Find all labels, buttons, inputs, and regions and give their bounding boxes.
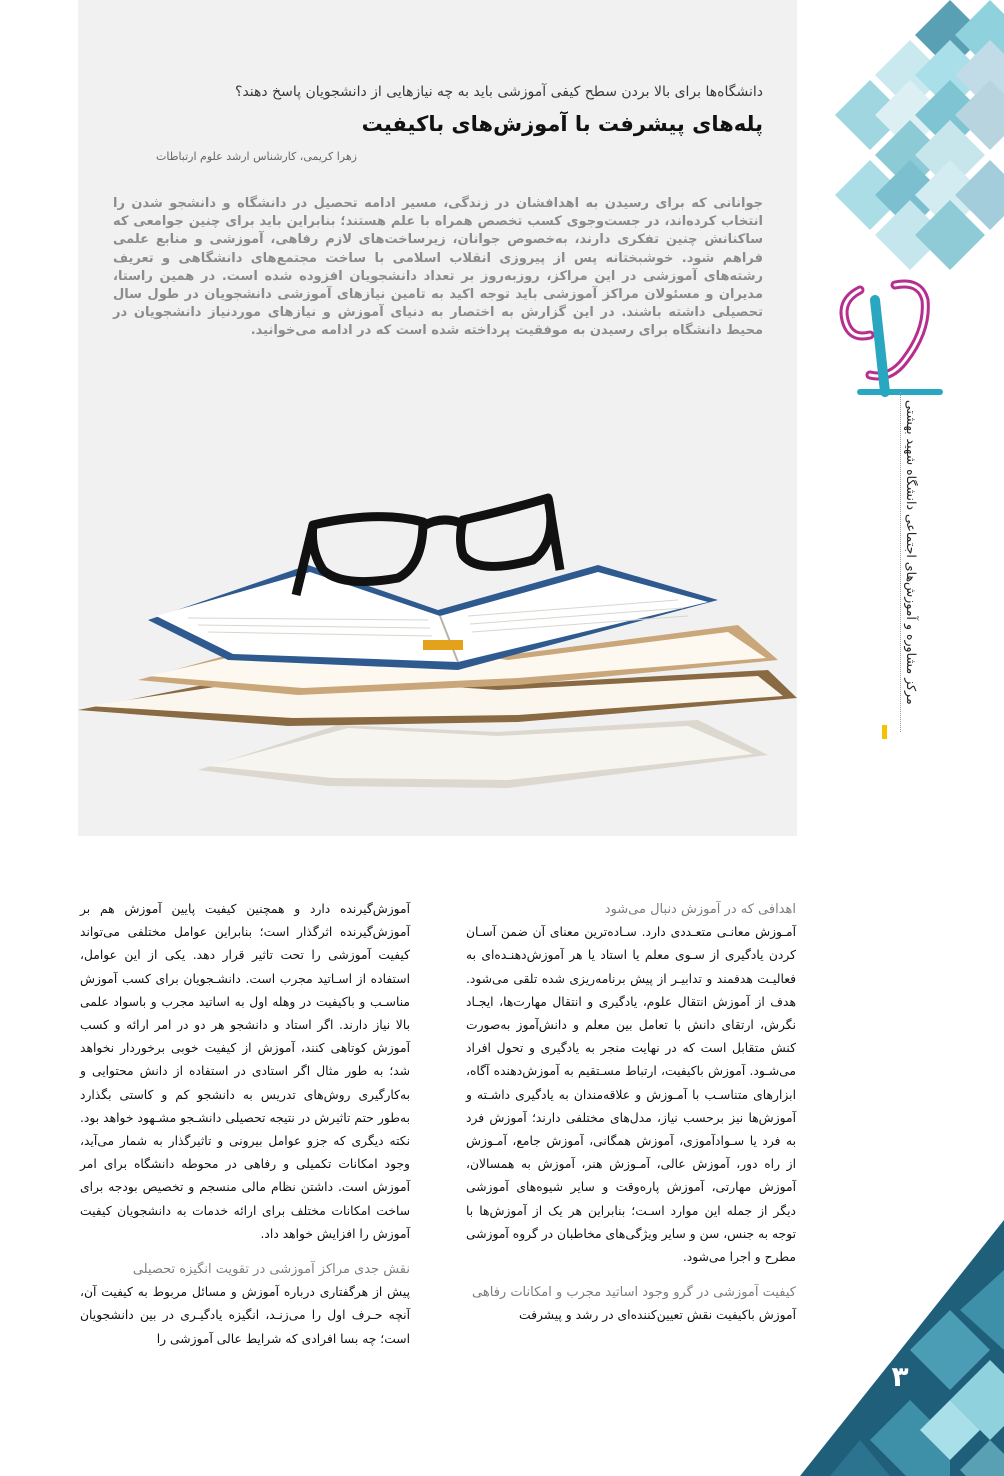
article-lead: جوانانی که برای رسیدن به اهدافشان در زندگی، مسیر ادامه تحصیل در دانشگاه و دانشجو شدن را انتخاب کرده‌اند، در جست‌وجوی کسب تخصص همراه با علم هستند؛ بنابراین باید برای چنین جوامعی که ساکنانش چنین تفکری دارند، به‌خصوص جوانان، زیرساخت‌های لازم رفاهی، آموزشی و منابع علمی فراهم شود. خوشبختانه پس از پیروزی انقلاب اسلامی با ساخت مجتمع‌های دانشگاهی و تعریف رشته‌های آموزشی در این مراکز، روزبه‌روز بر تعداد دانشجویان افزوده شده است. در همین راستا، مدیران و مسئولان مراکز آموزشی باید توجه اکید به تامین نیازهای آموزشی دانشجویان در طول سال تحصیلی داشته باشند. در این گزارش به اختصار به دنیای آموزش و نیازهای موردنیاز دانشجویان در محیط دانشگاه برای رسیدن به موفقیت پرداخته شده است که در ادامه می‌خوانید. [113, 196, 763, 339]
section-body-motivation: پیش از هرگفتاری درباره آموزش و مسائل مربوط به کیفیت آن، آنچه حـرف اول را می‌زنـد، انگیزه یادگیـری در بین دانشجویان است؛ چه بسا افرادی که شرایط عالی آموزشی را [80, 1285, 410, 1346]
hero-panel [78, 0, 797, 836]
section-heading-quality: کیفیت آموزشی در گرو وجود اساتید مجرب و امکانات رفاهی [472, 1285, 796, 1301]
article-title: پله‌های پیشرفت با آموزش‌های باکیفیت [361, 112, 763, 136]
section-body-quality-cont: آموزش‌گیرنده دارد و همچنین کیفیت پایین آموزش هم بر آموزش‌گیرنده اثرگذار است؛ بنابراین عوامل مختلفی می‌تواند کیفیت آموزشی را تحت تاثیر قرار دهد. یکی از این عوامل، استفاده از اسـاتید مجرب است. دانشـجویان برای کسب آموزش مناسـب و باکیفیت در وهله اول به اساتید مجرب و باسواد علمی بالا نیاز دارند. اگر استاد و دانشجو هر دو در امر ارائه و کسب آموزش کوتاهی کنند، آموزش از کیفیت خوبی برخوردار نخواهد شد؛ به طور مثال اگر استادی در استفاده از دانش محتوایی و به‌کارگیری روش‌های تدریس به دانشجو کم و کاستی بگذارد به‌طور حتم تاثیرش در نتیجه تحصیلی دانشـجو مشـهود خواهد بود. نکته دیگری که جزو عوامل بیرونی و تاثیرگذار به شمار می‌آید، وجود امکانات تکمیلی و رفاهی در محوطه دانشگاه برای امر آموزش است. داشتن نظام مالی منسجم و تخصیص بودجه برای ساخت امکانات مختلف برای ارائه خدمات به دانشجویان کیفیت آموزش را افزایش خواهد داد. [80, 902, 410, 1241]
column-right [466, 898, 796, 1328]
page-number: ۳ [891, 1360, 909, 1393]
article-author: زهرا کریمی، کارشناس ارشد علوم ارتباطات [155, 150, 357, 163]
section-heading-motivation: نقش جدی مراکز آموزشی در تقویت انگیزه تحصیلی [132, 1262, 410, 1278]
books-glasses-photo [78, 470, 797, 790]
section-heading-goals: اهدافی که در آموزش دنبال می‌شود [604, 902, 796, 917]
column-left [80, 898, 410, 1351]
section-body-goals: آمـوزش معانـی متعـددی دارد. سـاده‌ترین معنای آن ضمن آسـان کردن یادگیری از سـوی معلم یا استاد یا هر آموزش‌دهنـده‌ای به فعالیـت هدفمند و تدابیـر از پیش برنامه‌ریزی شده تلقی می‌شود. هدف از آموزش انتقال علوم، یادگیری و انتقال مهارت‌ها، ایجـاد نگرش، ارتقای دانش با تعامل بین معلم و دانش‌آموز به‌صورت کنش متقابل است که در نهایت منجر به یادگیری و تحول افراد می‌شـود. آموزش باکیفیت، ارتباط مسـتقیم به آموزش‌دهنده آگاه، ابزارهای متناسـب با آمـوزش و علاقه‌مندان به یادگیری داشـته و آموزش‌ها نیز برحسب نیاز، مدل‌های مختلفی دارند؛ آموزش فرد به فرد یا سـوادآموزی، آموزش همگانی، آموزش جامع، آمـوزش از راه دور، آموزش عالی، آمـوزش هنر، آموزش به همسالان، آموزش مهارتی، آموزش پاره‌وقت و سایر شیوه‌های آموزشی دیگر از جمله این موارد اسـت؛ بنابراین هر یک از آموزش‌ها با توجه به جنس، سن و سایر ویژگی‌های مخاطبان در گروه آموزشی مطرح و اجرا می‌شود. [466, 925, 796, 1265]
sidebar-vertical-title: مرکز مشاوره و آموزش‌های اجتماعی دانشگاه شهید بهشتی [904, 400, 919, 705]
article-kicker: دانشگاه‌ها برای بالا بردن سطح کیفی آموزشی باید به چه نیازهایی از دانشجویان پاسخ دهند؟ [235, 84, 763, 100]
sidebar-yellow-marker [882, 725, 887, 739]
section-body-quality: آموزش باکیفیت نقش تعیین‌کننده‌ای در رشد و پیشرفت [519, 1308, 796, 1323]
